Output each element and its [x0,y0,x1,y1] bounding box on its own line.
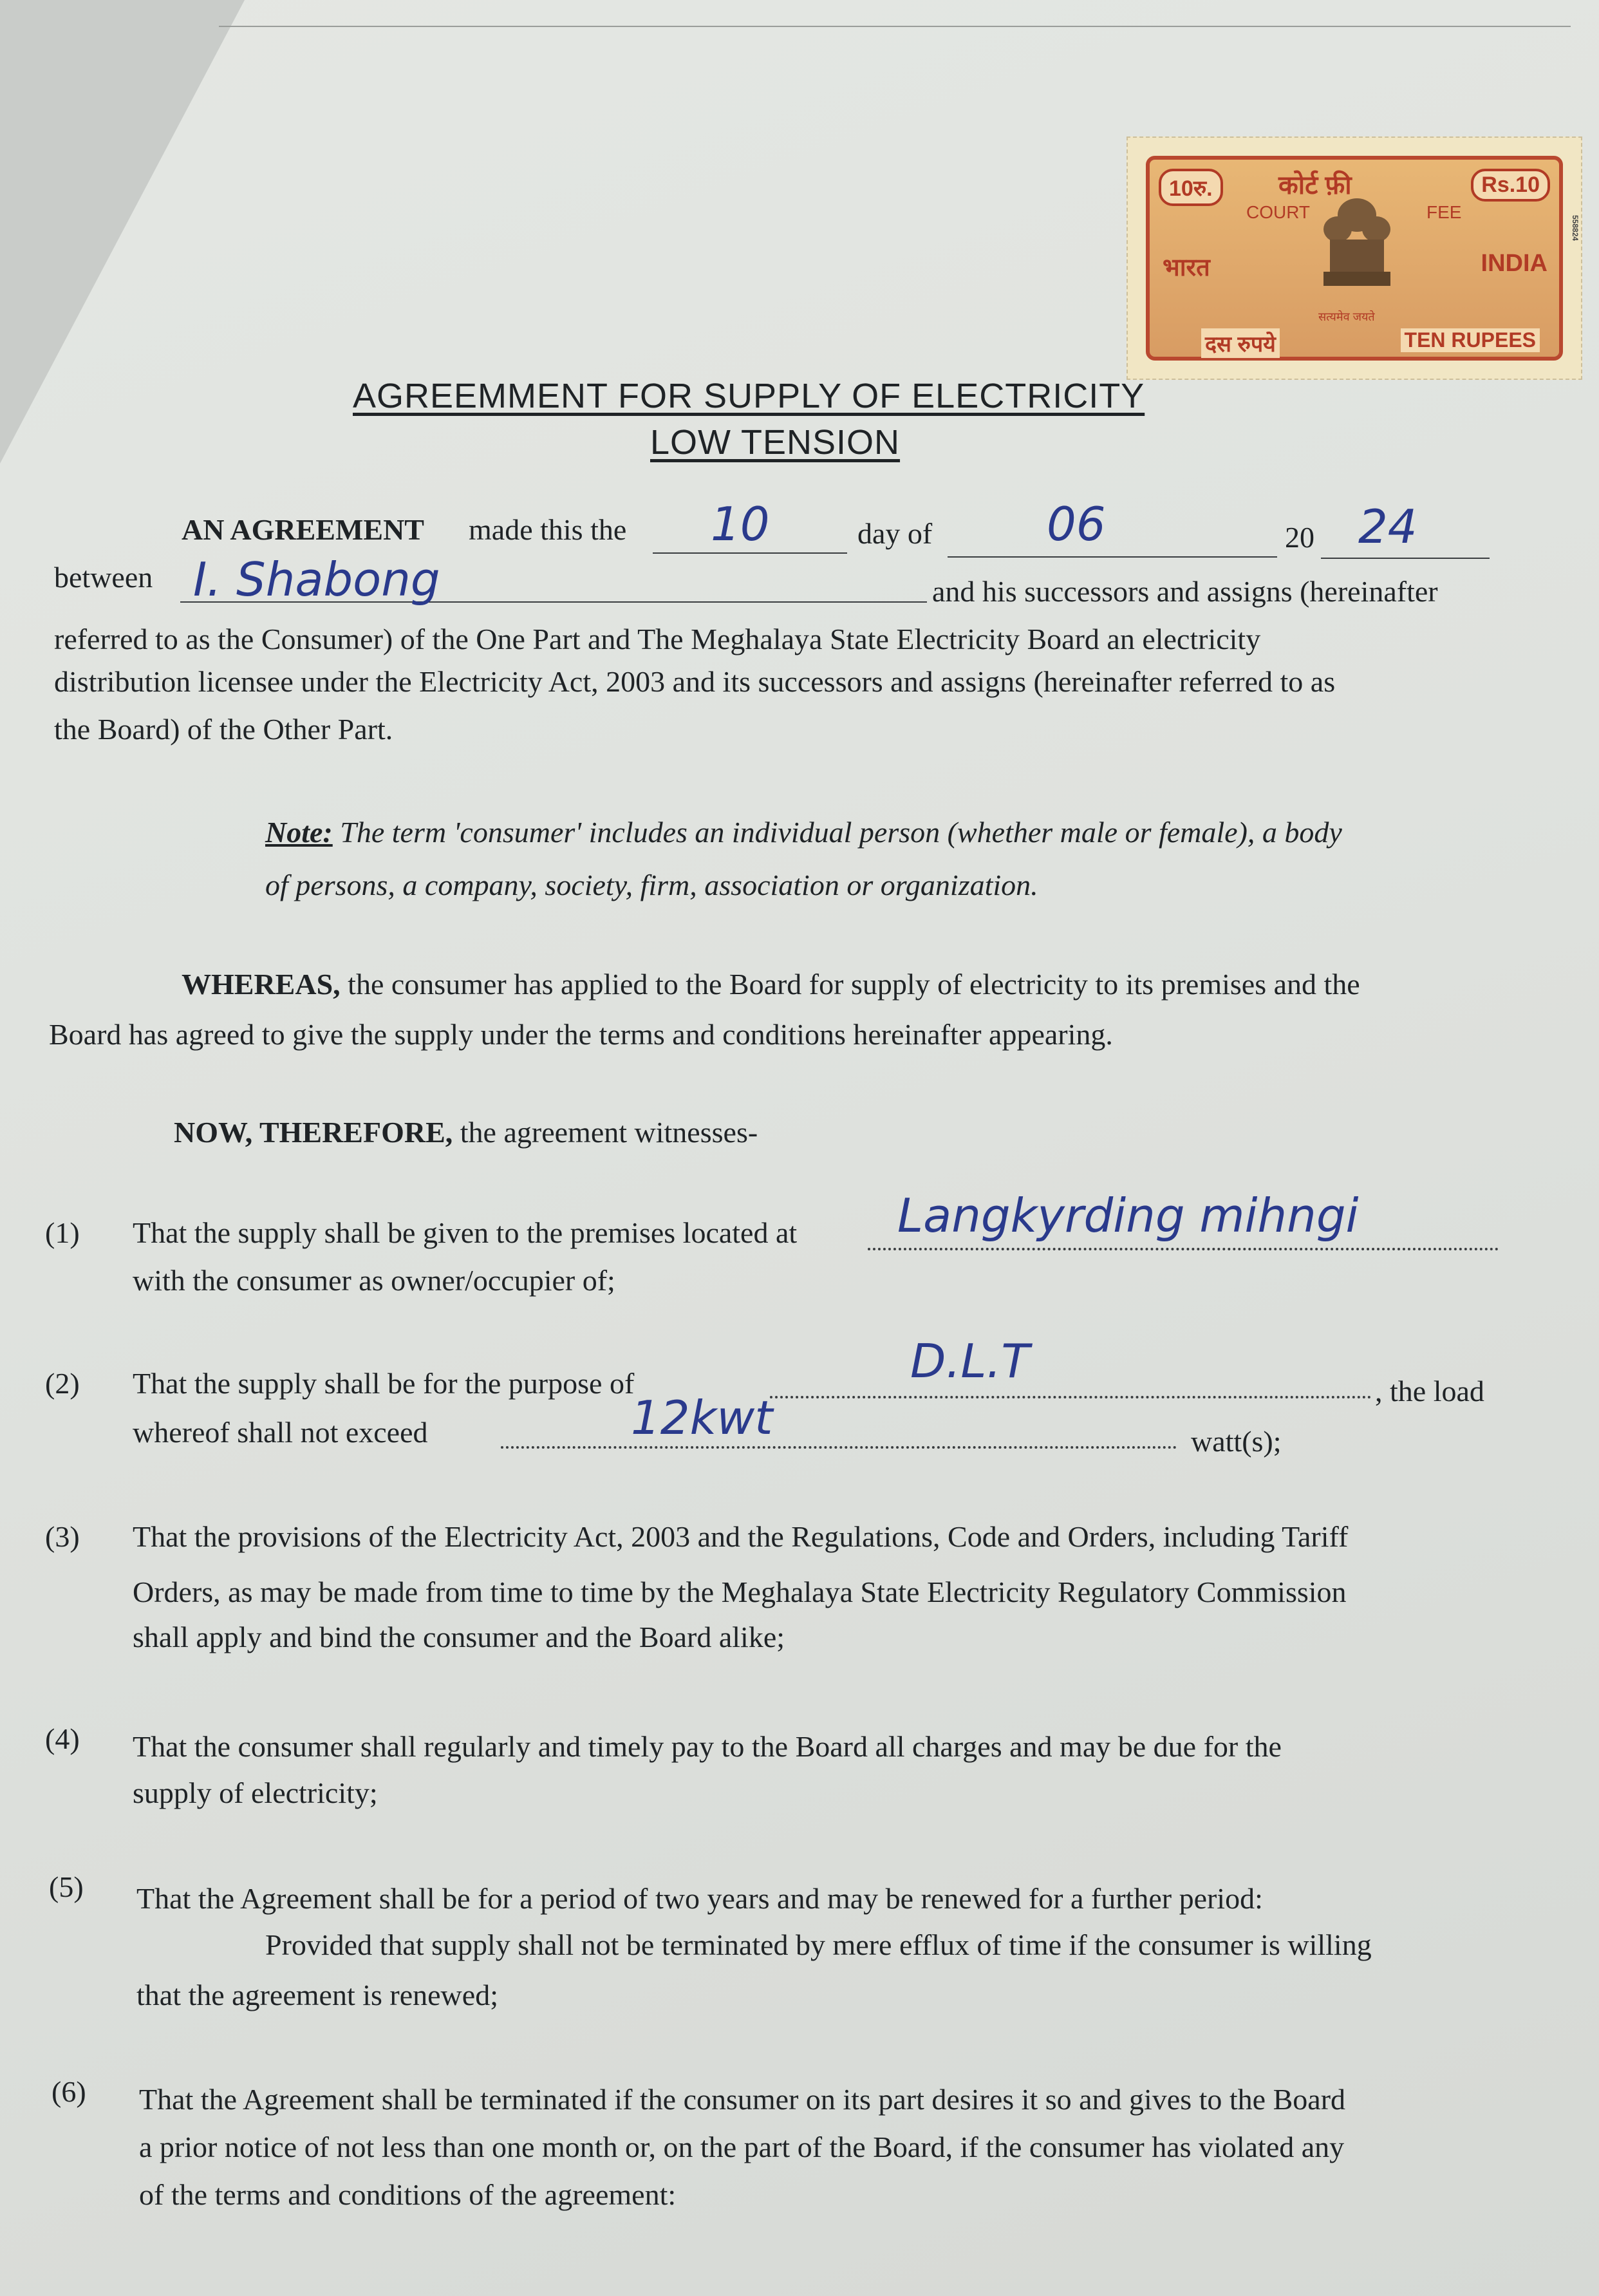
clause-5-number: (5) [49,1870,84,1903]
clause-2-number: (2) [45,1367,80,1400]
note-text-1: The term 'consumer' includes an individual person (whether male or female), a body [340,816,1342,849]
clause-2-line1: That the supply shall be for the purpose of [133,1367,635,1400]
clause-6-number: (6) [51,2075,86,2108]
intro-made-this: made this the [469,513,627,546]
stamp-face [1146,156,1563,361]
clause-1-line1: That the supply shall be given to the premises located at [133,1216,798,1249]
clause-1-number: (1) [45,1216,80,1249]
clause-2-load: , the load [1375,1375,1484,1407]
intro-successors: and his successors and assigns (hereinafter [932,575,1438,608]
month-blank [948,556,1277,558]
stamp-serial: 558824 [1571,215,1580,241]
stamp-ten-rupees: TEN RUPEES [1401,328,1540,352]
stamp-court: COURT [1246,202,1311,222]
now-therefore [174,1118,758,1147]
national-emblem-icon [1305,189,1408,312]
handwritten-load: 12kwt [631,1391,773,1445]
intro-between: between [54,561,153,594]
intro-line3: referred to as the Consumer) of the One Part and The Meghalaya State Electricity Board an electricity [54,623,1261,655]
stamp-fee: FEE [1426,202,1462,222]
stamp-motto: सत्यमेव जयते [1318,310,1375,323]
stamp-bharat: भारत [1163,254,1210,281]
whereas-line2: Board has agreed to give the supply under the terms and conditions hereinafter appearing. [49,1018,1113,1051]
document-title: AGREEMMENT FOR SUPPLY OF ELECTRICITY [353,377,1145,415]
clause-4-line1: That the consumer shall regularly and timely pay to the Board all charges and may be due for the [133,1730,1282,1763]
stamp-das-rupaye: दस रुपये [1201,328,1280,358]
court-fee-stamp [1127,136,1582,380]
clause-4-number: (4) [45,1722,80,1755]
handwritten-consumer-name: I. Shabong [193,552,440,607]
note-label: Note: [265,816,333,849]
clause-2-unit: watt(s); [1191,1425,1282,1458]
page-fold [0,0,245,464]
handwritten-month: 06 [1047,497,1106,551]
now-therefore-text: the agreement witnesses- [460,1116,758,1149]
stamp-top-hindi: कोर्ट फ़ी [1278,171,1352,200]
clause-6-line2: a prior notice of not less than one month or, on the part of the Board, if the consumer has violated any [139,2131,1345,2163]
handwritten-location: Langkyrding mihngi [897,1189,1359,1243]
clause-3-line3: shall apply and bind the consumer and the Board alike; [133,1621,785,1653]
clause-5-line1: That the Agreement shall be for a period of two years and may be renewed for a further period: [136,1882,1263,1915]
whereas-lead: WHEREAS, [182,968,341,1001]
purpose-blank [770,1396,1371,1398]
clause-5-line2: Provided that supply shall not be terminated by mere efflux of time if the consumer is willing [265,1928,1372,1961]
clause-5-line3: that the agreement is renewed; [136,1979,498,2011]
clause-4-line2: supply of electricity; [133,1776,378,1809]
intro-line5: the Board) of the Other Part. [54,713,393,746]
clause-3-number: (3) [45,1520,80,1553]
clause-3-line1: That the provisions of the Electricity Act, 2003 and the Regulations, Code and Orders, including Tariff [133,1520,1349,1553]
load-blank [501,1446,1177,1449]
intro-year-prefix: 20 [1285,521,1314,554]
note-line2: of persons, a company, society, firm, association or organization. [265,869,1038,901]
location-blank [868,1248,1499,1250]
now-therefore-lead: NOW, THEREFORE, [174,1116,453,1149]
year-blank [1321,558,1490,559]
whereas-line1 [182,970,1360,999]
document-subtitle: LOW TENSION [650,423,901,462]
clause-6-line3: of the terms and conditions of the agreement: [139,2178,677,2211]
clause-2-line2: whereof shall not exceed [133,1416,428,1449]
handwritten-purpose: D.L.T [910,1334,1030,1388]
intro-line4: distribution licensee under the Electricity Act, 2003 and its successors and assigns (hereinafter referred to as [54,665,1336,698]
clause-6-line1: That the Agreement shall be terminated if the consumer on its part desires it so and gives to the Board [139,2083,1346,2116]
stamp-value-left: 10रु. [1159,169,1223,206]
clause-1-line2: with the consumer as owner/occupier of; [133,1264,615,1297]
intro-day-of: day of [857,517,933,550]
intro-lead: AN AGREEMENT [182,513,424,546]
handwritten-day: 10 [711,497,770,551]
stamp-value-right: Rs.10 [1471,169,1550,202]
whereas-text-1: the consumer has applied to the Board for supply of electricity to its premises and the [348,968,1360,1001]
page-top-rule [219,26,1571,27]
stamp-india: INDIA [1481,250,1548,277]
day-blank [653,552,847,554]
note-line1 [265,818,1342,847]
handwritten-year: 24 [1358,500,1417,554]
clause-3-line2: Orders, as may be made from time to time by the Meghalaya State Electricity Regulatory Commission [133,1576,1347,1608]
